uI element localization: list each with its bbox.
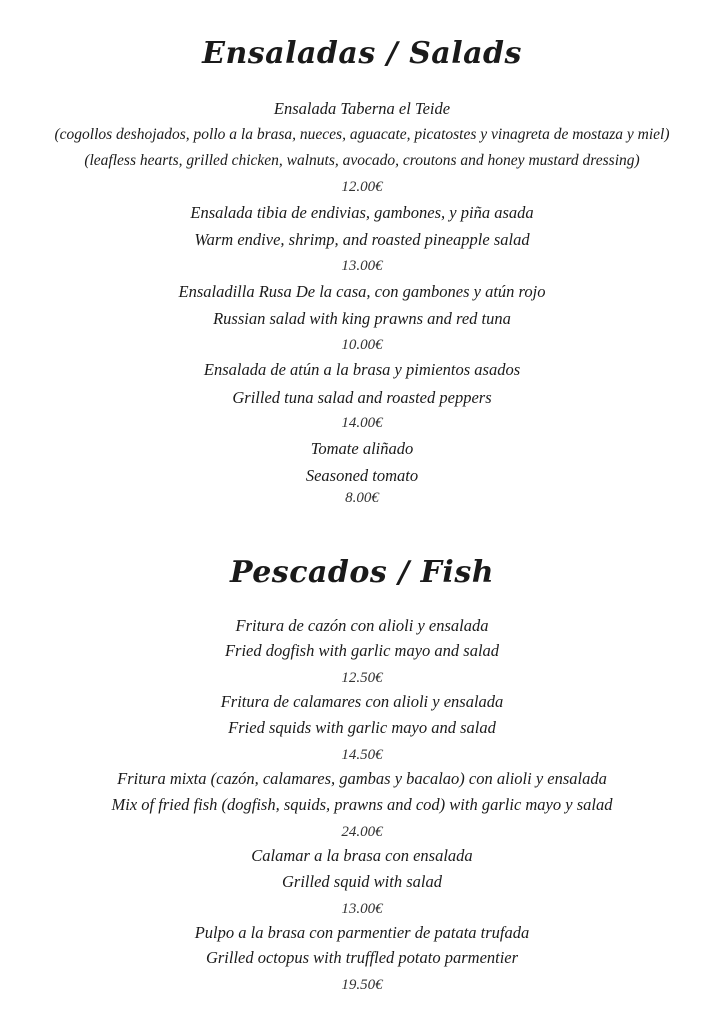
- fish-4-price: 13.00€: [341, 901, 383, 917]
- salad-4-price: 14.00€: [341, 415, 383, 431]
- fish-3-name-en: Mix of fried fish (dogfish, squids, prawns and cod) with garlic mayo y salad: [111, 795, 613, 814]
- salads-section-title: Ensaladas / Salads: [202, 36, 522, 71]
- fish-1-price: 12.50€: [341, 670, 383, 686]
- salad-3-name-en: Russian salad with king prawns and red tuna: [213, 309, 511, 328]
- salad-3-price: 10.00€: [341, 337, 383, 353]
- fish-1-name-en: Fried dogfish with garlic mayo and salad: [224, 641, 500, 660]
- salad-1-ingredients-es: (cogollos deshojados, pollo a la brasa, nueces, aguacate, picatostes y vinagreta de mostaza y miel): [54, 126, 670, 143]
- salad-5-name-es: Tomate aliñado: [310, 439, 414, 458]
- fish-3-name-es: Fritura mixta (cazón, calamares, gambas y bacalao) con alioli y ensalada: [117, 769, 607, 788]
- fish-3-price: 24.00€: [341, 824, 383, 840]
- salad-1-name: Ensalada Taberna el Teide: [273, 99, 451, 118]
- fish-4-name-en: Grilled squid with salad: [282, 872, 442, 891]
- salad-5-name-en: Seasoned tomato: [305, 466, 419, 485]
- fish-5-price: 19.50€: [341, 977, 383, 993]
- salad-3-name-es: Ensaladilla Rusa De la casa, con gambones y atún rojo: [178, 282, 546, 301]
- salad-1-price: 12.00€: [341, 179, 383, 195]
- salad-1-ingredients-en: (leafless hearts, grilled chicken, walnuts, avocado, croutons and honey mustard dressing): [84, 152, 640, 169]
- salad-2-price: 13.00€: [341, 258, 383, 274]
- fish-section-title: Pescados / Fish: [229, 555, 495, 590]
- salad-4-name-es: Ensalada de atún a la brasa y pimientos asados: [203, 360, 521, 379]
- fish-2-name-en: Fried squids with garlic mayo and salad: [228, 718, 496, 737]
- salad-4-name-en: Grilled tuna salad and roasted peppers: [232, 388, 492, 407]
- salad-2-name-es: Ensalada tibia de endivias, gambones, y piña asada: [190, 203, 534, 222]
- fish-2-name-es: Fritura de calamares con alioli y ensalada: [220, 692, 504, 711]
- salad-5-price: 8.00€: [345, 490, 379, 506]
- salad-2-name-en: Warm endive, shrimp, and roasted pineapple salad: [194, 230, 530, 249]
- fish-5-name-es: Pulpo a la brasa con parmentier de patata trufada: [194, 923, 530, 942]
- fish-4-name-es: Calamar a la brasa con ensalada: [251, 846, 473, 865]
- fish-2-price: 14.50€: [341, 747, 383, 763]
- fish-1-name-es: Fritura de cazón con alioli y ensalada: [235, 616, 489, 635]
- fish-5-name-en: Grilled octopus with truffled potato parmentier: [205, 948, 519, 967]
